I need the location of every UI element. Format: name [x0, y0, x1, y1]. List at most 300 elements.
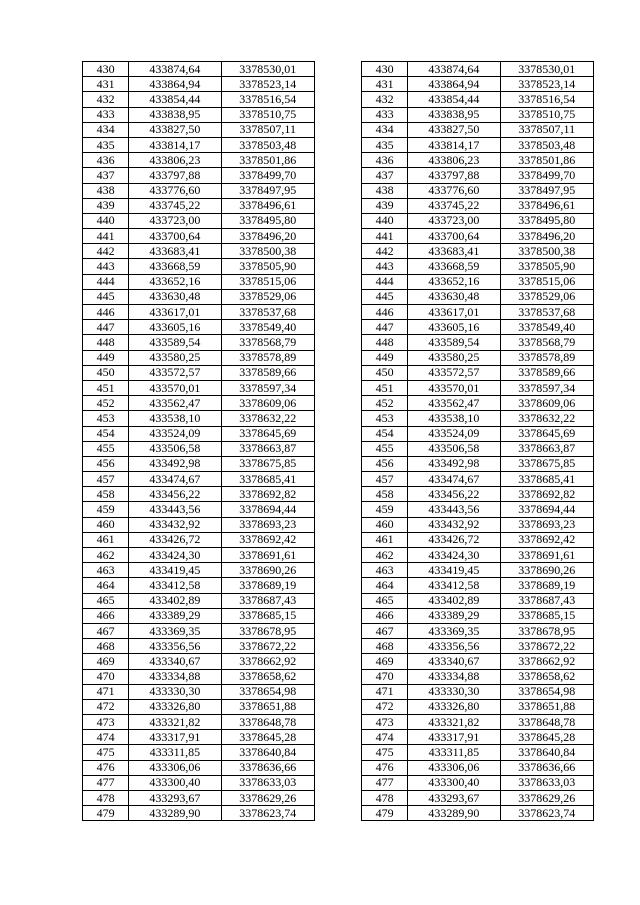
left-point-number-cell: 435: [83, 137, 129, 152]
left-x-coordinate-cell: 433570,01: [129, 380, 221, 395]
right-y-coordinate-cell: 3378609,06: [500, 396, 593, 411]
column-gap: [314, 532, 361, 547]
right-x-coordinate-cell: 433874,64: [408, 62, 500, 77]
right-x-coordinate-cell: 433356,56: [408, 639, 500, 654]
right-y-coordinate-cell: 3378496,20: [500, 229, 593, 244]
column-gap: [314, 77, 361, 92]
right-point-number-cell: 464: [362, 578, 408, 593]
left-point-number-cell: 478: [83, 791, 129, 806]
left-y-coordinate-cell: 3378510,75: [221, 107, 314, 122]
right-x-coordinate-cell: 433306,06: [408, 760, 500, 775]
left-point-number-cell: 440: [83, 213, 129, 228]
left-x-coordinate-cell: 433668,59: [129, 259, 221, 274]
right-x-coordinate-cell: 433605,16: [408, 320, 500, 335]
left-x-coordinate-cell: 433311,85: [129, 745, 221, 760]
right-x-coordinate-cell: 433668,59: [408, 259, 500, 274]
right-x-coordinate-cell: 433683,41: [408, 244, 500, 259]
left-y-coordinate-cell: 3378530,01: [221, 62, 314, 77]
table-row: [83, 350, 594, 365]
table-row: [83, 213, 594, 228]
right-x-coordinate-cell: 433432,92: [408, 517, 500, 532]
left-point-number-cell: 443: [83, 259, 129, 274]
left-point-number-cell: 454: [83, 426, 129, 441]
left-y-coordinate-cell: 3378645,28: [221, 730, 314, 745]
right-y-coordinate-cell: 3378651,88: [500, 699, 593, 714]
left-x-coordinate-cell: 433562,47: [129, 396, 221, 411]
table-row: [83, 335, 594, 350]
right-x-coordinate-cell: 433524,09: [408, 426, 500, 441]
right-point-number-cell: 460: [362, 517, 408, 532]
left-point-number-cell: 449: [83, 350, 129, 365]
left-x-coordinate-cell: 433538,10: [129, 411, 221, 426]
table-row: [83, 563, 594, 578]
right-point-number-cell: 475: [362, 745, 408, 760]
column-gap: [314, 92, 361, 107]
left-y-coordinate-cell: 3378499,70: [221, 168, 314, 183]
table-row: [83, 62, 594, 77]
left-x-coordinate-cell: 433369,35: [129, 623, 221, 638]
table-row: [83, 654, 594, 669]
left-point-number-cell: 472: [83, 699, 129, 714]
right-x-coordinate-cell: 433443,56: [408, 502, 500, 517]
left-x-coordinate-cell: 433289,90: [129, 806, 221, 821]
left-point-number-cell: 477: [83, 775, 129, 790]
right-point-number-cell: 474: [362, 730, 408, 745]
right-x-coordinate-cell: 433776,60: [408, 183, 500, 198]
right-x-coordinate-cell: 433580,25: [408, 350, 500, 365]
right-y-coordinate-cell: 3378632,22: [500, 411, 593, 426]
left-point-number-cell: 469: [83, 654, 129, 669]
table-row: [83, 153, 594, 168]
right-y-coordinate-cell: 3378690,26: [500, 563, 593, 578]
left-x-coordinate-cell: 433589,54: [129, 335, 221, 350]
table-row: [83, 684, 594, 699]
left-y-coordinate-cell: 3378623,74: [221, 806, 314, 821]
column-gap: [314, 137, 361, 152]
left-y-coordinate-cell: 3378645,69: [221, 426, 314, 441]
right-x-coordinate-cell: 433412,58: [408, 578, 500, 593]
left-x-coordinate-cell: 433300,40: [129, 775, 221, 790]
left-point-number-cell: 446: [83, 305, 129, 320]
table-row: [83, 229, 594, 244]
left-point-number-cell: 475: [83, 745, 129, 760]
document-page: [82, 61, 594, 821]
right-point-number-cell: 432: [362, 92, 408, 107]
left-y-coordinate-cell: 3378505,90: [221, 259, 314, 274]
table-row: [83, 775, 594, 790]
left-y-coordinate-cell: 3378678,95: [221, 623, 314, 638]
right-point-number-cell: 457: [362, 472, 408, 487]
column-gap: [314, 699, 361, 714]
left-x-coordinate-cell: 433340,67: [129, 654, 221, 669]
left-point-number-cell: 442: [83, 244, 129, 259]
right-x-coordinate-cell: 433402,89: [408, 593, 500, 608]
column-gap: [314, 623, 361, 638]
left-y-coordinate-cell: 3378496,20: [221, 229, 314, 244]
right-x-coordinate-cell: 433424,30: [408, 548, 500, 563]
left-point-number-cell: 473: [83, 715, 129, 730]
right-y-coordinate-cell: 3378597,34: [500, 380, 593, 395]
right-x-coordinate-cell: 433321,82: [408, 715, 500, 730]
column-gap: [314, 563, 361, 578]
table-row: [83, 806, 594, 821]
left-point-number-cell: 466: [83, 608, 129, 623]
right-x-coordinate-cell: 433300,40: [408, 775, 500, 790]
right-point-number-cell: 473: [362, 715, 408, 730]
left-y-coordinate-cell: 3378689,19: [221, 578, 314, 593]
column-gap: [314, 229, 361, 244]
left-point-number-cell: 460: [83, 517, 129, 532]
left-point-number-cell: 474: [83, 730, 129, 745]
left-y-coordinate-cell: 3378690,26: [221, 563, 314, 578]
right-x-coordinate-cell: 433419,45: [408, 563, 500, 578]
left-y-coordinate-cell: 3378497,95: [221, 183, 314, 198]
right-y-coordinate-cell: 3378578,89: [500, 350, 593, 365]
left-point-number-cell: 447: [83, 320, 129, 335]
right-point-number-cell: 433: [362, 107, 408, 122]
left-point-number-cell: 431: [83, 77, 129, 92]
table-row: [83, 472, 594, 487]
left-x-coordinate-cell: 433797,88: [129, 168, 221, 183]
left-point-number-cell: 465: [83, 593, 129, 608]
left-y-coordinate-cell: 3378597,34: [221, 380, 314, 395]
right-x-coordinate-cell: 433293,67: [408, 791, 500, 806]
table-row: [83, 380, 594, 395]
left-x-coordinate-cell: 433580,25: [129, 350, 221, 365]
right-y-coordinate-cell: 3378530,01: [500, 62, 593, 77]
right-y-coordinate-cell: 3378687,43: [500, 593, 593, 608]
right-point-number-cell: 453: [362, 411, 408, 426]
right-point-number-cell: 454: [362, 426, 408, 441]
column-gap: [314, 715, 361, 730]
right-x-coordinate-cell: 433572,57: [408, 365, 500, 380]
left-y-coordinate-cell: 3378663,87: [221, 441, 314, 456]
right-x-coordinate-cell: 433814,17: [408, 137, 500, 152]
table-row: [83, 639, 594, 654]
right-point-number-cell: 458: [362, 487, 408, 502]
right-y-coordinate-cell: 3378510,75: [500, 107, 593, 122]
left-point-number-cell: 476: [83, 760, 129, 775]
left-x-coordinate-cell: 433874,64: [129, 62, 221, 77]
right-x-coordinate-cell: 433797,88: [408, 168, 500, 183]
right-x-coordinate-cell: 433456,22: [408, 487, 500, 502]
left-x-coordinate-cell: 433506,58: [129, 441, 221, 456]
right-y-coordinate-cell: 3378501,86: [500, 153, 593, 168]
left-y-coordinate-cell: 3378633,03: [221, 775, 314, 790]
coordinates-table-body: [83, 62, 594, 821]
right-x-coordinate-cell: 433562,47: [408, 396, 500, 411]
column-gap: [314, 578, 361, 593]
left-point-number-cell: 451: [83, 380, 129, 395]
right-y-coordinate-cell: 3378662,92: [500, 654, 593, 669]
right-point-number-cell: 456: [362, 456, 408, 471]
left-y-coordinate-cell: 3378692,42: [221, 532, 314, 547]
column-gap: [314, 502, 361, 517]
left-x-coordinate-cell: 433293,67: [129, 791, 221, 806]
column-gap: [314, 760, 361, 775]
right-y-coordinate-cell: 3378500,38: [500, 244, 593, 259]
left-point-number-cell: 433: [83, 107, 129, 122]
coordinates-table: [82, 61, 594, 821]
right-point-number-cell: 448: [362, 335, 408, 350]
table-row: [83, 137, 594, 152]
right-point-number-cell: 476: [362, 760, 408, 775]
left-point-number-cell: 450: [83, 365, 129, 380]
table-row: [83, 289, 594, 304]
left-x-coordinate-cell: 433630,48: [129, 289, 221, 304]
right-x-coordinate-cell: 433700,64: [408, 229, 500, 244]
right-point-number-cell: 477: [362, 775, 408, 790]
left-x-coordinate-cell: 433321,82: [129, 715, 221, 730]
left-y-coordinate-cell: 3378515,06: [221, 274, 314, 289]
table-row: [83, 168, 594, 183]
column-gap: [314, 745, 361, 760]
column-gap: [314, 806, 361, 821]
left-point-number-cell: 470: [83, 669, 129, 684]
right-y-coordinate-cell: 3378648,78: [500, 715, 593, 730]
right-x-coordinate-cell: 433570,01: [408, 380, 500, 395]
column-gap: [314, 289, 361, 304]
left-point-number-cell: 434: [83, 122, 129, 137]
right-y-coordinate-cell: 3378640,84: [500, 745, 593, 760]
left-point-number-cell: 439: [83, 198, 129, 213]
column-gap: [314, 62, 361, 77]
right-point-number-cell: 451: [362, 380, 408, 395]
left-y-coordinate-cell: 3378694,44: [221, 502, 314, 517]
table-row: [83, 760, 594, 775]
column-gap: [314, 730, 361, 745]
right-x-coordinate-cell: 433589,54: [408, 335, 500, 350]
left-point-number-cell: 455: [83, 441, 129, 456]
table-row: [83, 715, 594, 730]
left-y-coordinate-cell: 3378685,15: [221, 608, 314, 623]
left-x-coordinate-cell: 433854,44: [129, 92, 221, 107]
left-point-number-cell: 445: [83, 289, 129, 304]
right-y-coordinate-cell: 3378689,19: [500, 578, 593, 593]
column-gap: [314, 487, 361, 502]
right-point-number-cell: 459: [362, 502, 408, 517]
column-gap: [314, 380, 361, 395]
table-row: [83, 578, 594, 593]
table-row: [83, 77, 594, 92]
left-point-number-cell: 459: [83, 502, 129, 517]
right-x-coordinate-cell: 433630,48: [408, 289, 500, 304]
right-y-coordinate-cell: 3378503,48: [500, 137, 593, 152]
left-x-coordinate-cell: 433402,89: [129, 593, 221, 608]
table-row: [83, 623, 594, 638]
right-y-coordinate-cell: 3378694,44: [500, 502, 593, 517]
left-x-coordinate-cell: 433827,50: [129, 122, 221, 137]
right-point-number-cell: 447: [362, 320, 408, 335]
right-y-coordinate-cell: 3378507,11: [500, 122, 593, 137]
left-x-coordinate-cell: 433424,30: [129, 548, 221, 563]
column-gap: [314, 168, 361, 183]
left-x-coordinate-cell: 433683,41: [129, 244, 221, 259]
left-x-coordinate-cell: 433330,30: [129, 684, 221, 699]
column-gap: [314, 153, 361, 168]
column-gap: [314, 639, 361, 654]
right-point-number-cell: 478: [362, 791, 408, 806]
column-gap: [314, 593, 361, 608]
left-x-coordinate-cell: 433412,58: [129, 578, 221, 593]
right-y-coordinate-cell: 3378633,03: [500, 775, 593, 790]
left-point-number-cell: 448: [83, 335, 129, 350]
right-y-coordinate-cell: 3378529,06: [500, 289, 593, 304]
right-point-number-cell: 443: [362, 259, 408, 274]
left-x-coordinate-cell: 433700,64: [129, 229, 221, 244]
table-row: [83, 517, 594, 532]
table-row: [83, 320, 594, 335]
right-point-number-cell: 472: [362, 699, 408, 714]
right-y-coordinate-cell: 3378499,70: [500, 168, 593, 183]
left-point-number-cell: 468: [83, 639, 129, 654]
column-gap: [314, 791, 361, 806]
right-y-coordinate-cell: 3378516,54: [500, 92, 593, 107]
left-y-coordinate-cell: 3378691,61: [221, 548, 314, 563]
table-row: [83, 411, 594, 426]
right-x-coordinate-cell: 433334,88: [408, 669, 500, 684]
right-x-coordinate-cell: 433538,10: [408, 411, 500, 426]
left-x-coordinate-cell: 433838,95: [129, 107, 221, 122]
column-gap: [314, 335, 361, 350]
left-y-coordinate-cell: 3378692,82: [221, 487, 314, 502]
left-x-coordinate-cell: 433474,67: [129, 472, 221, 487]
left-x-coordinate-cell: 433864,94: [129, 77, 221, 92]
left-point-number-cell: 452: [83, 396, 129, 411]
right-x-coordinate-cell: 433289,90: [408, 806, 500, 821]
column-gap: [314, 107, 361, 122]
right-x-coordinate-cell: 433389,29: [408, 608, 500, 623]
table-row: [83, 608, 594, 623]
column-gap: [314, 654, 361, 669]
right-y-coordinate-cell: 3378685,41: [500, 472, 593, 487]
right-y-coordinate-cell: 3378692,42: [500, 532, 593, 547]
column-gap: [314, 244, 361, 259]
table-row: [83, 745, 594, 760]
left-point-number-cell: 432: [83, 92, 129, 107]
table-row: [83, 274, 594, 289]
right-x-coordinate-cell: 433617,01: [408, 305, 500, 320]
left-y-coordinate-cell: 3378495,80: [221, 213, 314, 228]
table-row: [83, 669, 594, 684]
left-y-coordinate-cell: 3378662,92: [221, 654, 314, 669]
column-gap: [314, 517, 361, 532]
left-point-number-cell: 458: [83, 487, 129, 502]
table-row: [83, 426, 594, 441]
right-point-number-cell: 444: [362, 274, 408, 289]
table-row: [83, 532, 594, 547]
left-point-number-cell: 479: [83, 806, 129, 821]
left-y-coordinate-cell: 3378503,48: [221, 137, 314, 152]
table-row: [83, 441, 594, 456]
left-y-coordinate-cell: 3378648,78: [221, 715, 314, 730]
right-point-number-cell: 469: [362, 654, 408, 669]
right-y-coordinate-cell: 3378495,80: [500, 213, 593, 228]
right-point-number-cell: 479: [362, 806, 408, 821]
column-gap: [314, 426, 361, 441]
left-x-coordinate-cell: 433389,29: [129, 608, 221, 623]
left-point-number-cell: 464: [83, 578, 129, 593]
left-y-coordinate-cell: 3378568,79: [221, 335, 314, 350]
right-y-coordinate-cell: 3378629,26: [500, 791, 593, 806]
left-point-number-cell: 463: [83, 563, 129, 578]
right-point-number-cell: 438: [362, 183, 408, 198]
left-point-number-cell: 441: [83, 229, 129, 244]
left-y-coordinate-cell: 3378501,86: [221, 153, 314, 168]
right-x-coordinate-cell: 433317,91: [408, 730, 500, 745]
column-gap: [314, 472, 361, 487]
right-x-coordinate-cell: 433340,67: [408, 654, 500, 669]
left-y-coordinate-cell: 3378609,06: [221, 396, 314, 411]
right-x-coordinate-cell: 433326,80: [408, 699, 500, 714]
left-point-number-cell: 462: [83, 548, 129, 563]
column-gap: [314, 669, 361, 684]
right-y-coordinate-cell: 3378685,15: [500, 608, 593, 623]
right-point-number-cell: 439: [362, 198, 408, 213]
left-y-coordinate-cell: 3378687,43: [221, 593, 314, 608]
right-y-coordinate-cell: 3378658,62: [500, 669, 593, 684]
left-y-coordinate-cell: 3378651,88: [221, 699, 314, 714]
right-x-coordinate-cell: 433311,85: [408, 745, 500, 760]
left-x-coordinate-cell: 433617,01: [129, 305, 221, 320]
left-x-coordinate-cell: 433745,22: [129, 198, 221, 213]
left-y-coordinate-cell: 3378693,23: [221, 517, 314, 532]
column-gap: [314, 183, 361, 198]
right-x-coordinate-cell: 433330,30: [408, 684, 500, 699]
left-x-coordinate-cell: 433334,88: [129, 669, 221, 684]
column-gap: [314, 350, 361, 365]
table-row: [83, 502, 594, 517]
left-y-coordinate-cell: 3378658,62: [221, 669, 314, 684]
left-x-coordinate-cell: 433776,60: [129, 183, 221, 198]
right-point-number-cell: 461: [362, 532, 408, 547]
table-row: [83, 305, 594, 320]
column-gap: [314, 548, 361, 563]
left-y-coordinate-cell: 3378496,61: [221, 198, 314, 213]
right-y-coordinate-cell: 3378523,14: [500, 77, 593, 92]
table-row: [83, 198, 594, 213]
column-gap: [314, 456, 361, 471]
right-x-coordinate-cell: 433838,95: [408, 107, 500, 122]
table-row: [83, 699, 594, 714]
right-y-coordinate-cell: 3378678,95: [500, 623, 593, 638]
column-gap: [314, 305, 361, 320]
left-y-coordinate-cell: 3378636,66: [221, 760, 314, 775]
left-x-coordinate-cell: 433524,09: [129, 426, 221, 441]
column-gap: [314, 441, 361, 456]
right-y-coordinate-cell: 3378636,66: [500, 760, 593, 775]
left-y-coordinate-cell: 3378629,26: [221, 791, 314, 806]
right-y-coordinate-cell: 3378537,68: [500, 305, 593, 320]
table-row: [83, 456, 594, 471]
table-row: [83, 487, 594, 502]
left-y-coordinate-cell: 3378685,41: [221, 472, 314, 487]
right-point-number-cell: 465: [362, 593, 408, 608]
left-point-number-cell: 471: [83, 684, 129, 699]
right-x-coordinate-cell: 433723,00: [408, 213, 500, 228]
right-y-coordinate-cell: 3378691,61: [500, 548, 593, 563]
right-point-number-cell: 441: [362, 229, 408, 244]
table-row: [83, 730, 594, 745]
left-point-number-cell: 457: [83, 472, 129, 487]
table-row: [83, 593, 594, 608]
left-y-coordinate-cell: 3378537,68: [221, 305, 314, 320]
left-x-coordinate-cell: 433572,57: [129, 365, 221, 380]
left-y-coordinate-cell: 3378578,89: [221, 350, 314, 365]
left-x-coordinate-cell: 433443,56: [129, 502, 221, 517]
right-y-coordinate-cell: 3378692,82: [500, 487, 593, 502]
right-x-coordinate-cell: 433827,50: [408, 122, 500, 137]
